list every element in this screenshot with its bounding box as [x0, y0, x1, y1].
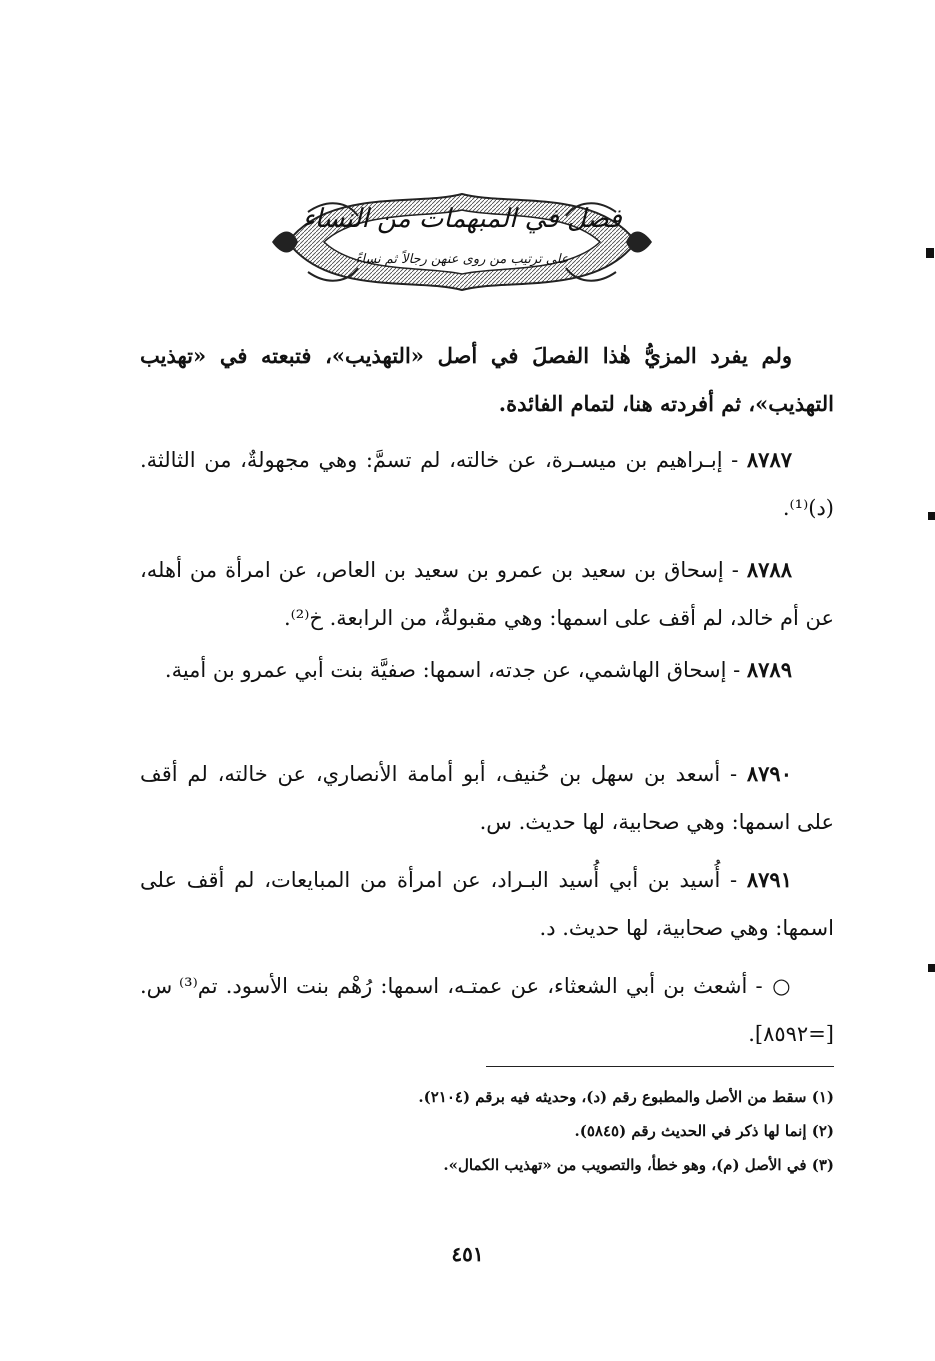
entry-text: إسحاق بن سعيد بن عمرو بن سعيد بن العاص، عن امرأة من أهله، عن أم خالد، لم أقف على اسمها: وهي مقبولةٌ، من الرابعة. خ⁽²⁾. — [140, 558, 834, 630]
entry-text: أُسيد بن أبي أُسيد البـراد، عن امرأة من المبايعات، لم أقف على اسمها: وهي صحابية، لها حديث. د. — [140, 868, 834, 940]
entry-8791: ٨٧٩١ - أُسيد بن أبي أُسيد البـراد، عن امرأة من المبايعات، لم أقف على اسمها: وهي صحابية، لها حديث. د. — [140, 867, 834, 940]
entry-number: ٨٧٨٧ — [746, 447, 793, 472]
entry-number: ٨٧٩١ — [746, 867, 792, 892]
footnotes — [140, 1080, 834, 1182]
footnote-2: (٢) إنما لها ذكر في الحديث رقم (٥٨٤٥). — [574, 1122, 834, 1140]
entry-8789: ٨٧٨٩ - إسحاق الهاشمي، عن جدته، اسمها: صفيَّة بنت أبي عمرو بن أمية. — [164, 657, 792, 682]
entry-number: ٨٧٨٩ — [746, 657, 792, 682]
intro-text: ولم يفرد المزيُّ هٰذا الفصلَ في أصل «التهذيب»، فتبعته في «تهذيب التهذيب»، ثم أفردته هنا، لتمام الفائدة. — [140, 343, 834, 416]
entry-8788: ٨٧٨٨ - إسحاق بن سعيد بن عمرو بن سعيد بن العاص، عن امرأة من أهله، عن أم خالد، لم أقف على اسمها: وهي مقبولةٌ، من الرابعة. خ⁽²⁾. — [140, 557, 834, 630]
footnote-1: (١) سقط من الأصل والمطبوع رقم (د)، وحديثه فيه برقم (٢١٠٤). — [418, 1088, 834, 1106]
entry-cross-reference: ○ - أشعث بن أبي الشعثاء، عن عمتـه، اسمها: رُهْم بنت الأسود. تم⁽³⁾ س. [=٨٥٩٢]. — [140, 973, 834, 1046]
cross-reference-marker: ○ — [770, 973, 793, 998]
entry-text: إسحاق الهاشمي، عن جدته، اسمها: صفيَّة بنت أبي عمرو بن أمية. — [164, 658, 727, 682]
footnote-3: (٣) في الأصل (م)، وهو خطأ، والتصويب من «تهذيب الكمال». — [443, 1156, 834, 1174]
entry-number: ٨٧٩٠ — [746, 761, 792, 786]
margin-mark — [928, 512, 935, 520]
entry-8790: ٨٧٩٠ - أسعد بن سهل بن حُنيف، أبو أمامة الأنصاري، عن خالته، لم أقف على اسمها: وهي صحابية، لها حديث. س. — [140, 761, 834, 834]
chapter-title: فصل في المبهمات من النساء — [302, 204, 622, 234]
chapter-heading-ornament — [268, 188, 656, 296]
entry-text: إبـراهيم بن ميسـرة، عن خالته، لم تسمَّ: وهي مجهولةٌ، من الثالثة. (د)⁽¹⁾. — [140, 448, 834, 520]
intro-paragraph — [140, 332, 834, 428]
margin-mark — [926, 248, 934, 258]
entry-text: أسعد بن سهل بن حُنيف، أبو أمامة الأنصاري، عن خالته، لم أقف على اسمها: وهي صحابية، لها حديث. س. — [140, 762, 834, 834]
margin-mark — [928, 964, 935, 972]
entry-8787: ٨٧٨٧ - إبـراهيم بن ميسـرة، عن خالته، لم تسمَّ: وهي مجهولةٌ، من الثالثة. (د)⁽¹⁾. — [140, 447, 834, 520]
chapter-subtitle: على ترتيب من روى عنهن رجالاً ثم نساءً — [355, 252, 569, 267]
footnote-divider — [486, 1066, 834, 1067]
page-number: ٤٥١ — [451, 1242, 484, 1266]
entry-number: ٨٧٨٨ — [746, 557, 792, 582]
entry-text: أشعث بن أبي الشعثاء، عن عمتـه، اسمها: رُهْم بنت الأسود. تم⁽³⁾ س. [=٨٥٩٢]. — [140, 974, 834, 1046]
